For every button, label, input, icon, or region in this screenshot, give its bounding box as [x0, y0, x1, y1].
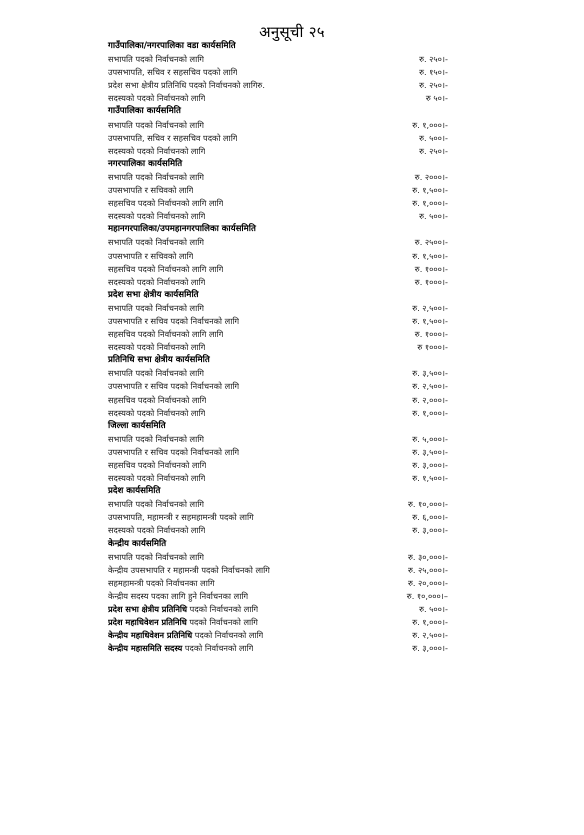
fee-label: केन्द्रीय उपसभापति र महामन्त्री पदको निर्वाचनको लागि: [108, 564, 270, 575]
fee-label: सभापति पदको निर्वाचनको लागि: [108, 171, 204, 182]
fee-amount: रु. १०००।-: [414, 329, 448, 340]
fee-row: [108, 590, 448, 603]
fee-row: [108, 433, 448, 446]
fee-label: उपसभापति र सचिव पदको निर्वाचनको लागि: [108, 381, 240, 392]
fee-amount: रु १०००।-: [417, 342, 448, 353]
fee-amount: रु. १,०००।-: [412, 407, 448, 418]
fee-row: [108, 616, 448, 629]
fee-row: [108, 459, 448, 472]
fee-row: [108, 66, 448, 79]
fee-amount: रु. ३०,०००।-: [407, 551, 448, 562]
fee-row: [108, 302, 448, 315]
fee-label: [108, 629, 263, 642]
fee-label: सदस्यको पदको निर्वाचनको लागि: [108, 525, 206, 536]
fee-section: [108, 158, 448, 223]
fee-row: [108, 92, 448, 105]
fee-label: सदस्यको पदको निर्वाचनको लागि: [108, 407, 206, 418]
fee-label: सदस्यको पदको निर्वाचनको लागि: [108, 342, 206, 353]
fee-label: उपसभापति, महामन्त्री र सहमहामन्त्री पदको लागि: [108, 512, 254, 523]
fee-label: सभापति पदको निर्वाचनको लागि: [108, 368, 204, 379]
fee-row: [108, 210, 448, 223]
fee-label: सभापति पदको निर्वाचनको लागि: [108, 237, 204, 248]
fee-label: सभापति पदको निर्वाचनको लागि: [108, 433, 204, 444]
fee-amount: रु. ५००।-: [419, 132, 448, 143]
fee-amount: रु. २५,०००।-: [407, 564, 448, 575]
fee-amount: रु. १०००।-: [414, 263, 448, 274]
fee-label-text: पदको निर्वाचनको लागि: [187, 604, 259, 615]
fee-amount: रु. २,५००।-: [412, 381, 448, 392]
fee-row: [108, 642, 448, 655]
fee-amount: रु. २५०।-: [419, 145, 448, 156]
fee-label: सहसचिव पदको निर्वाचनको लागि लागि: [108, 198, 224, 209]
fee-label: उपसभापति, सचिव र सहसचिव पदको लागि: [108, 67, 238, 78]
fee-amount: रु. ३,०००।-: [412, 643, 448, 654]
fee-row: [108, 577, 448, 590]
fee-label: सहसचिव पदको निर्वाचनको लागि: [108, 460, 207, 470]
fee-amount: रु. १,०००।-: [412, 119, 448, 130]
fee-row: [108, 446, 448, 459]
fee-label: सहसचिव पदको निर्वाचनको लागि लागि: [108, 329, 224, 340]
fee-row: [108, 511, 448, 524]
fee-label: सदस्यको पदको निर्वाचनको लागि: [108, 211, 206, 222]
fee-row: [108, 524, 448, 537]
fee-row: [108, 341, 448, 354]
fee-row: [108, 197, 448, 210]
fee-amount: रु. २०,०००।-: [407, 577, 448, 588]
fee-row: [108, 119, 448, 132]
fee-row: [108, 498, 448, 511]
fee-row: [108, 551, 448, 564]
fee-section: [108, 485, 448, 537]
section-title: केन्द्रीय कार्यसमिति: [108, 538, 167, 549]
fee-label-text: पदको निर्वाचनको लागि: [192, 630, 264, 641]
fee-amount: रु. १५०।-: [419, 67, 448, 78]
fee-label: उपसभापति र सचिव पदको निर्वाचनको लागि: [108, 315, 240, 326]
fee-section: [108, 289, 448, 354]
fee-amount: रु. ५००।-: [419, 211, 448, 222]
fee-label: सभापति पदको निर्वाचनको लागि: [108, 499, 204, 510]
fee-row: [108, 276, 448, 289]
fee-section: [108, 105, 448, 157]
fee-amount: रु. १०००।-: [414, 276, 448, 287]
section-title: गाउँपालिका कार्यसमिति: [108, 106, 181, 117]
fee-amount: रु. १,५००।-: [412, 250, 448, 261]
fee-amount: रु. २५०।-: [419, 80, 448, 91]
fee-amount: रु. १,०००।-: [412, 617, 448, 628]
fee-row: [108, 380, 448, 393]
fee-amount: रु. १,५००।-: [412, 315, 448, 326]
fee-label: सदस्यको पदको निर्वाचनको लागि: [108, 473, 206, 484]
fee-row: [108, 132, 448, 145]
fee-label: उपसभापति, सचिव र सहसचिव पदको लागि: [108, 132, 238, 143]
fee-amount: रु. २,०००।-: [412, 394, 448, 405]
section-title: नगरपालिका कार्यसमिति: [108, 158, 183, 169]
fee-row: [108, 603, 448, 616]
fee-amount: रु. १०,०००।–: [406, 590, 448, 601]
fee-row: [108, 171, 448, 184]
fee-label-emphasis: प्रदेश सभा क्षेत्रीय प्रतिनिधि: [108, 604, 188, 615]
fee-label-text: पदको निर्वाचनको लागि: [186, 617, 258, 628]
section-title: प्रतिनिधि सभा क्षेत्रीय कार्यसमिति: [108, 355, 210, 366]
page-title: अनुसूची २५: [259, 23, 325, 41]
fee-label: उपसभापति र सचिव पदको निर्वाचनको लागि: [108, 446, 240, 457]
fee-section: [108, 223, 448, 288]
fee-label: केन्द्रीय सदस्य पदका लागि हुने निर्वाचनका लागि: [108, 590, 249, 601]
fee-section: [108, 40, 448, 105]
fee-amount: रु. २०००।-: [414, 171, 448, 182]
fee-amount: रु ५०।-: [425, 93, 448, 104]
fee-amount: रु. ३,०००।-: [412, 460, 448, 470]
fee-label: सभापति पदको निर्वाचनको लागि: [108, 119, 204, 130]
fee-amount: रु. ३,५००।-: [412, 446, 448, 457]
fee-row: [108, 629, 448, 642]
fee-label: सभापति पदको निर्वाचनको लागि: [108, 551, 204, 562]
section-title: प्रदेश कार्यसमिति: [108, 486, 161, 497]
fee-label-emphasis: केन्द्रीय महाधिवेशन प्रतिनिधि: [108, 630, 193, 641]
fee-row: [108, 250, 448, 263]
fee-label: उपसभापति र सचिवको लागि: [108, 250, 194, 261]
fee-amount: रु. १०,०००।-: [407, 499, 448, 510]
fee-row: [108, 145, 448, 158]
fee-label: सभापति पदको निर्वाचनको लागि: [108, 302, 204, 313]
fee-label: सदस्यको पदको निर्वाचनको लागि: [108, 145, 206, 156]
fee-row: [108, 236, 448, 249]
fee-label-emphasis: केन्द्रीय महासमिति सदस्य: [108, 643, 183, 654]
fee-label: उपसभापति र सचिवको लागि: [108, 185, 194, 196]
fee-amount: रु. २५००।-: [414, 237, 448, 248]
fee-label: प्रदेश सभा क्षेत्रीय प्रतिनिधि पदको निर्वाचनको लागिरु.: [108, 80, 265, 91]
fee-row: [108, 328, 448, 341]
fee-amount: रु. ६,०००।-: [412, 512, 448, 523]
fee-row: [108, 394, 448, 407]
fee-amount: रु. ३,०००।-: [412, 525, 448, 536]
fee-amount: रु. २५०।-: [419, 54, 448, 65]
fee-label: सहसचिव पदको निर्वाचनको लागि लागि: [108, 263, 224, 274]
fee-schedule: [108, 40, 448, 655]
fee-section: [108, 354, 448, 419]
fee-amount: रु. ५००।-: [419, 604, 448, 615]
fee-label: सहसचिव पदको निर्वाचनको लागि: [108, 394, 207, 405]
fee-label: [108, 642, 253, 655]
fee-row: [108, 472, 448, 485]
section-title: महानगरपालिका/उपमहानगरपालिका कार्यसमिति: [108, 224, 256, 235]
fee-row: [108, 184, 448, 197]
fee-label: सदस्यको पदको निर्वाचनको लागि: [108, 276, 206, 287]
fee-section: [108, 420, 448, 485]
fee-row: [108, 367, 448, 380]
fee-row: [108, 407, 448, 420]
fee-label-emphasis: प्रदेश महाधिवेशन प्रतिनिधि: [108, 617, 187, 628]
fee-row: [108, 315, 448, 328]
fee-label: [108, 603, 258, 616]
fee-amount: रु. ५,०००।-: [412, 433, 448, 444]
fee-amount: रु. २,५००।-: [412, 630, 448, 641]
fee-label: सहमहामन्त्री पदको निर्वाचनका लागि: [108, 577, 215, 588]
fee-amount: रु. २,५००।-: [412, 302, 448, 313]
fee-label-text: पदको निर्वाचनको लागि: [182, 643, 254, 654]
fee-row: [108, 79, 448, 92]
fee-row: [108, 263, 448, 276]
fee-amount: रु. १,५००।-: [412, 185, 448, 196]
fee-amount: रु. १,०००।-: [412, 198, 448, 209]
fee-amount: रु. १,५००।-: [412, 473, 448, 484]
fee-label: सदस्यको पदको निर्वाचनको लागि: [108, 93, 206, 104]
section-title: प्रदेश सभा क्षेत्रीय कार्यसमिति: [108, 289, 199, 300]
fee-row: [108, 53, 448, 66]
fee-label: सभापति पदको निर्वाचनको लागि: [108, 54, 204, 65]
fee-row: [108, 564, 448, 577]
section-title: गाउँपालिका/नगरपालिका वडा कार्यसमिति: [108, 41, 236, 51]
fee-amount: रु. ३,५००।-: [412, 368, 448, 379]
section-title: जिल्ला कार्यसमिति: [108, 420, 166, 431]
fee-label: [108, 616, 258, 629]
fee-section: [108, 538, 448, 656]
